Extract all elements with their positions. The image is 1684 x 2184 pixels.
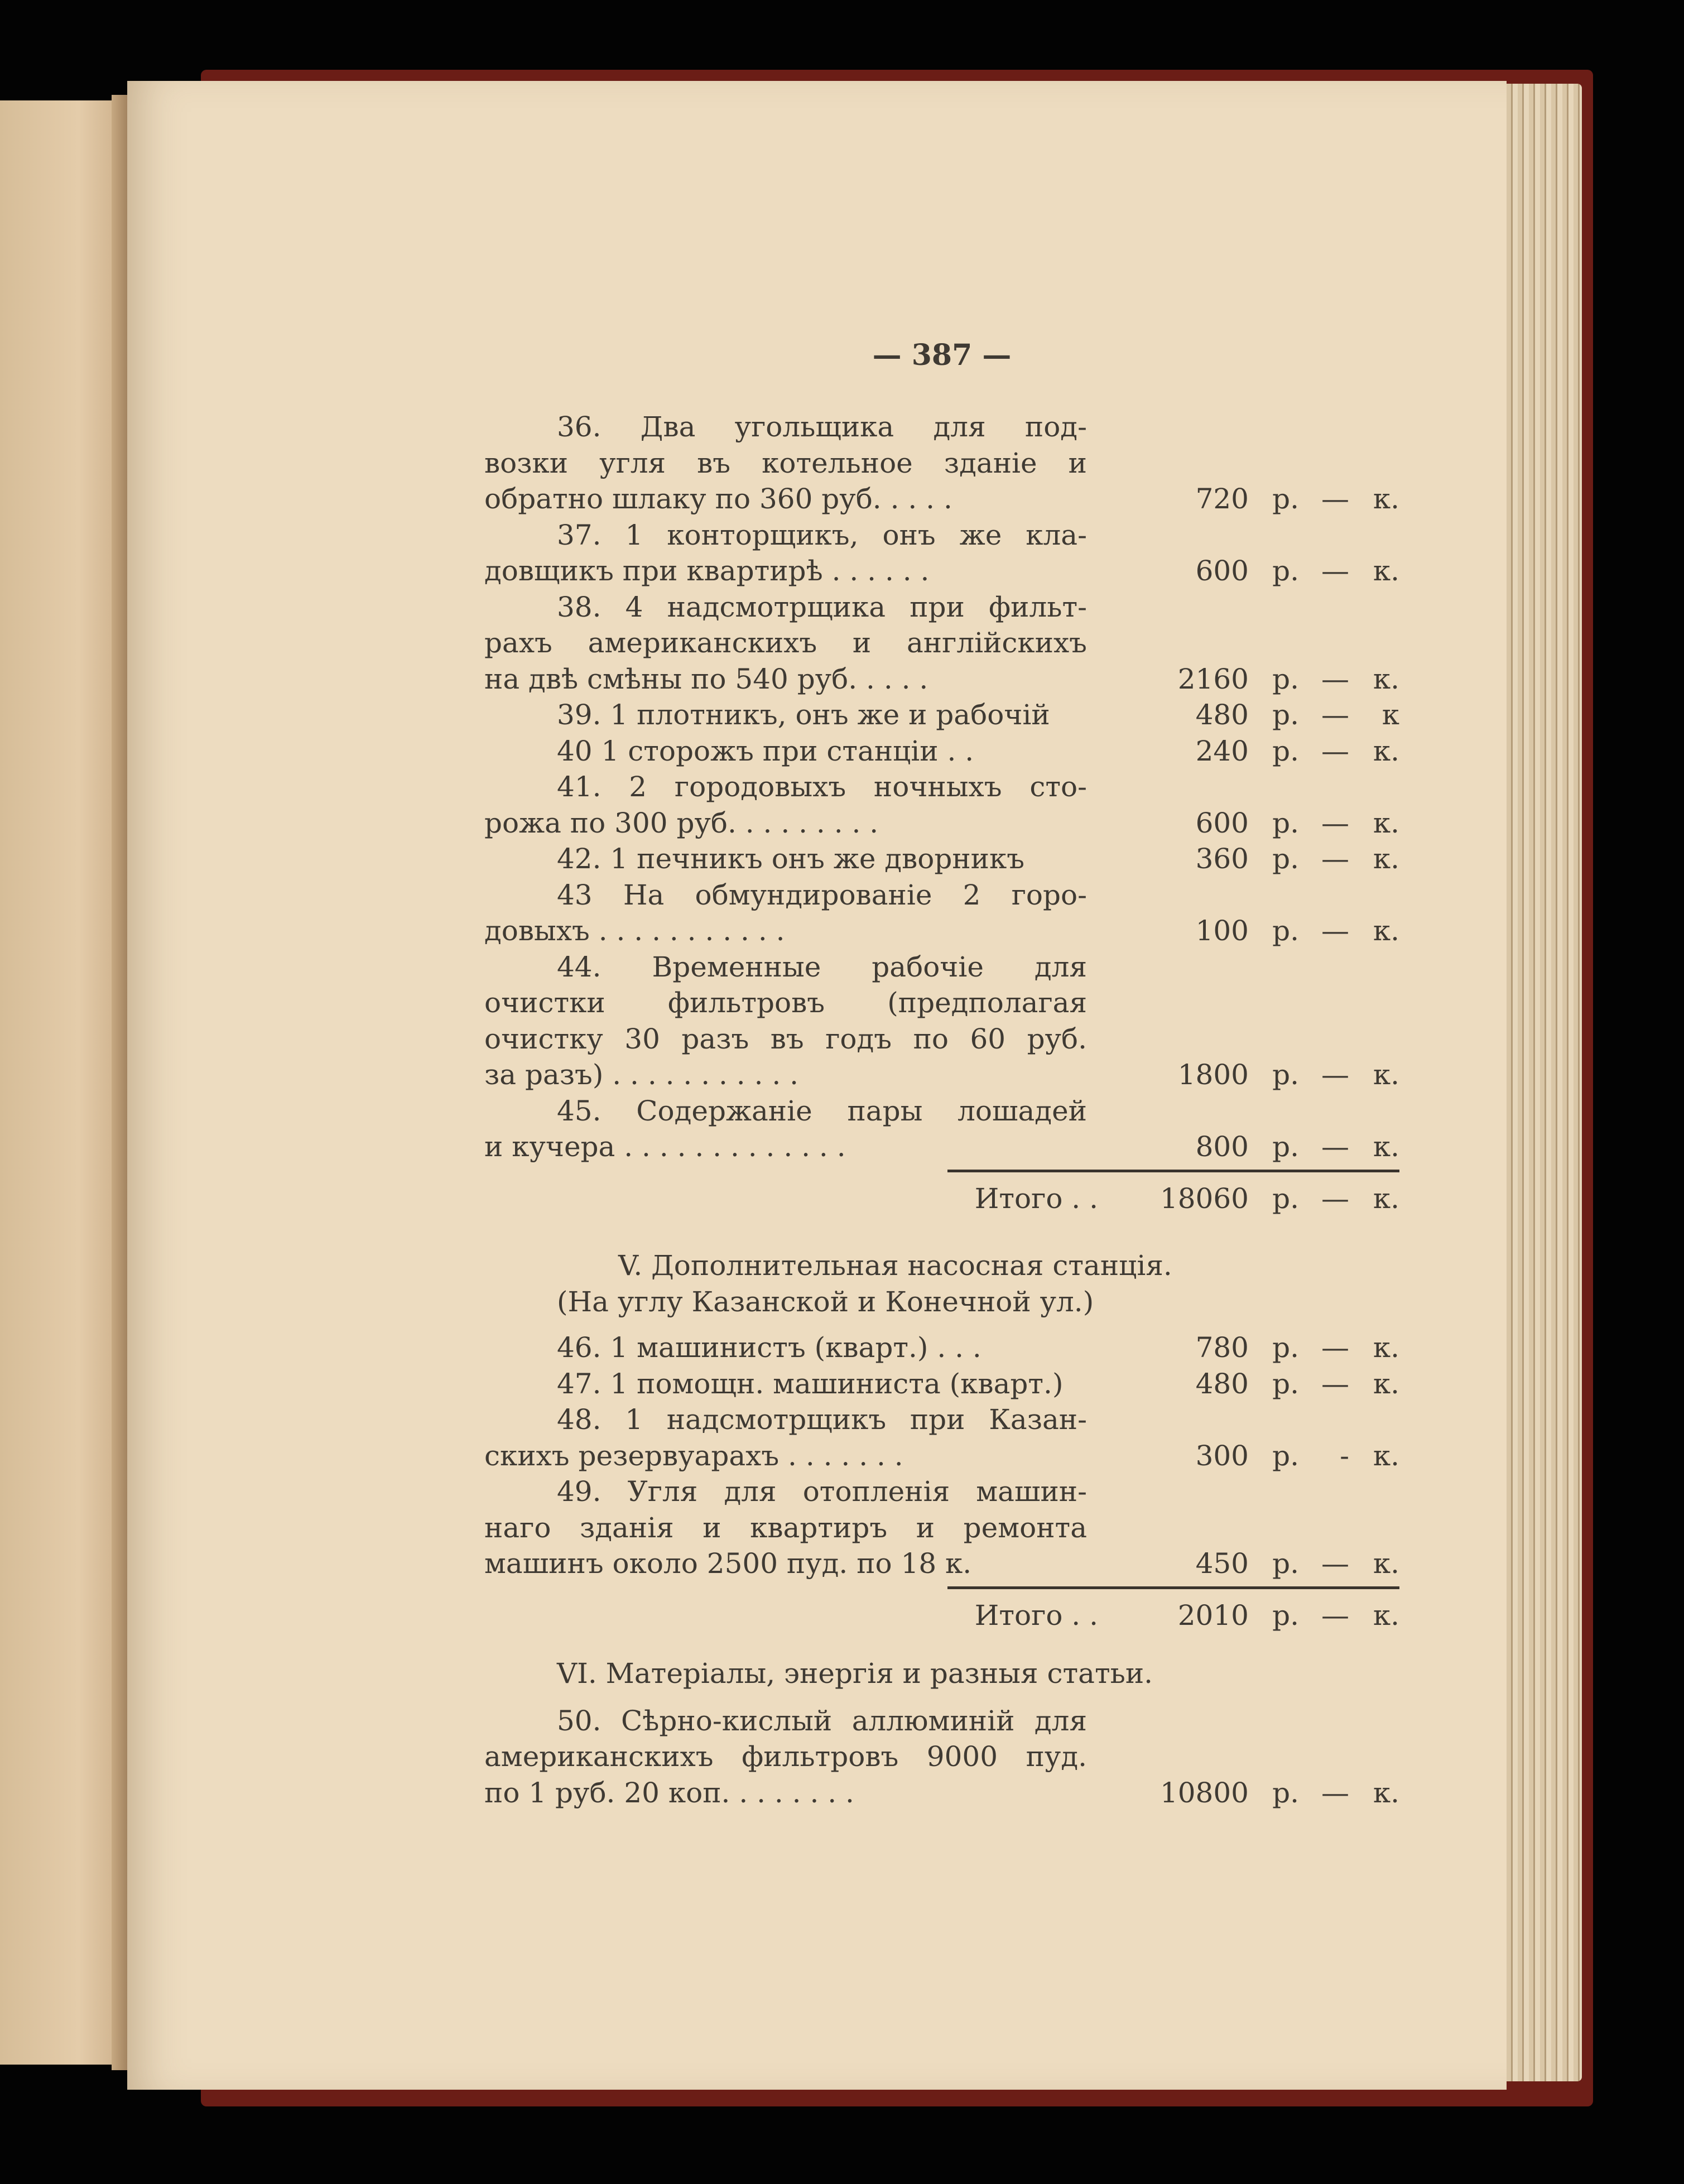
entry-text: 45. Содержаніе пары лошадей <box>557 1094 1087 1127</box>
rub-label: р. <box>1272 843 1299 875</box>
entry-text: 39. 1 плотникъ, онъ же и рабочій <box>557 699 1050 731</box>
kop-label: к. <box>1373 1182 1399 1215</box>
entry-line <box>484 661 1399 697</box>
kop-label: к. <box>1373 483 1399 515</box>
entry-line <box>484 481 1399 517</box>
entry-line <box>484 1057 1399 1093</box>
kop-label: к. <box>1373 734 1399 767</box>
entry-line <box>484 1366 1399 1402</box>
entry-line <box>484 949 1399 985</box>
kop-dash: — <box>1321 806 1349 839</box>
entry-line <box>484 1775 1399 1811</box>
entry-text: и кучера . . . . . . . . . . . . . <box>484 1131 846 1163</box>
entry-line <box>484 409 1399 445</box>
entry-text: 36. Два угольщика для под- <box>557 411 1087 443</box>
entry-line <box>484 625 1399 661</box>
rub-label: р. <box>1272 1131 1299 1163</box>
kop-dash: — <box>1321 1367 1349 1400</box>
entry-text: 50. Сѣрно-кислый аллюминій для <box>557 1704 1087 1737</box>
entry-text: 42. 1 печникъ онъ же дворникъ <box>557 843 1025 875</box>
kop-label: к. <box>1373 915 1399 947</box>
entry-item <box>484 877 1399 949</box>
entry-text: 38. 4 надсмотрщика при фильт- <box>557 590 1087 623</box>
entry-text: американскихъ фильтровъ 9000 пуд. <box>484 1740 1087 1773</box>
rub-label: р. <box>1272 1547 1299 1580</box>
total-row <box>484 1181 1399 1217</box>
entry-text: очистку 30 разъ въ годъ по 60 руб. <box>484 1022 1087 1055</box>
entry-line <box>484 1330 1399 1366</box>
entry-text: обратно шлаку по 360 руб. . . . . <box>484 483 952 515</box>
kop-label: к. <box>1373 1059 1399 1091</box>
entry-item <box>484 1474 1399 1582</box>
entry-line <box>484 877 1399 913</box>
entry-line <box>484 1546 1399 1582</box>
entry-item <box>484 589 1399 697</box>
rub-label: р. <box>1272 662 1299 695</box>
book-page <box>127 81 1507 2090</box>
kop-label: к. <box>1373 1599 1399 1632</box>
rub-label: р. <box>1272 555 1299 587</box>
entry-text: за разъ) . . . . . . . . . . . <box>484 1059 799 1091</box>
rub-label: р. <box>1272 1599 1299 1632</box>
amount-value: 450 <box>1195 1547 1249 1580</box>
total-label: Итого . . <box>974 1182 1098 1215</box>
entry-text: 43 На обмундированіе 2 горо- <box>557 878 1087 911</box>
kop-dash: — <box>1321 1331 1349 1364</box>
entry-item <box>484 769 1399 841</box>
kop-dash: — <box>1321 734 1349 767</box>
total-rule <box>947 1170 1399 1172</box>
entry-item <box>484 1703 1399 1811</box>
entry-text: довыхъ . . . . . . . . . . . <box>484 915 785 947</box>
kop-label: к. <box>1373 1776 1399 1809</box>
section-5-subtitle: (На углу Казанской и Конечной ул.) <box>557 1285 1094 1318</box>
entry-item <box>484 733 1399 769</box>
kop-dash: — <box>1321 662 1349 695</box>
entry-line <box>484 769 1399 805</box>
rub-label: р. <box>1272 1439 1299 1472</box>
kop-label: к. <box>1373 1331 1399 1364</box>
kop-label: к. <box>1373 806 1399 839</box>
entry-text: рахъ американскихъ и англійскихъ <box>484 627 1087 659</box>
amount-value: 360 <box>1195 843 1249 875</box>
kop-dash: — <box>1321 483 1349 515</box>
entry-text: 46. 1 машинистъ (кварт.) . . . <box>557 1331 981 1364</box>
entry-item <box>484 1366 1399 1402</box>
entry-line <box>484 805 1399 841</box>
kop-dash: — <box>1321 1547 1349 1580</box>
rub-label: р. <box>1272 806 1299 839</box>
entry-text: 44. Временные рабочіе для <box>557 950 1087 983</box>
rub-label: р. <box>1272 1182 1299 1215</box>
kop-label: к. <box>1373 555 1399 587</box>
section-6-title: VI. Матеріалы, энергія и разныя статьи. <box>557 1657 1153 1690</box>
amount-value: 300 <box>1195 1439 1249 1472</box>
entry-text: скихъ резервуарахъ . . . . . . . <box>484 1439 903 1472</box>
entry-line <box>484 1021 1399 1057</box>
entry-line <box>484 589 1399 626</box>
entry-text: довщикъ при квартирѣ . . . . . . <box>484 555 930 587</box>
entry-item <box>484 517 1399 589</box>
entry-item <box>484 1402 1399 1474</box>
entry-text: наго зданія и квартиръ и ремонта <box>484 1511 1087 1544</box>
entry-text: рожа по 300 руб. . . . . . . . . <box>484 806 879 839</box>
amount-value: 600 <box>1195 806 1249 839</box>
entry-item <box>484 1093 1399 1165</box>
entry-text: очистки фильтровъ (предполагая <box>484 987 1087 1019</box>
kop-dash: — <box>1321 1059 1349 1091</box>
rub-label: р. <box>1272 734 1299 767</box>
amount-value: 240 <box>1195 734 1249 767</box>
entry-item <box>484 1330 1399 1366</box>
kop-label: к. <box>1373 1367 1399 1400</box>
amount-value: 2160 <box>1177 662 1249 695</box>
kop-label: к. <box>1373 1547 1399 1580</box>
kop-label: к. <box>1373 1439 1399 1472</box>
kop-dash: — <box>1321 843 1349 875</box>
rub-label: р. <box>1272 1059 1299 1091</box>
total-row <box>484 1598 1399 1634</box>
entry-text: 37. 1 конторщикъ, онъ же кла- <box>557 518 1087 551</box>
entry-line <box>484 1129 1399 1165</box>
rub-label: р. <box>1272 1331 1299 1364</box>
entry-line <box>484 445 1399 482</box>
kop-label: к. <box>1373 843 1399 875</box>
rub-label: р. <box>1272 1776 1299 1809</box>
entry-item <box>484 697 1399 733</box>
kop-dash: — <box>1321 555 1349 587</box>
entry-line <box>484 1093 1399 1129</box>
entry-text: 47. 1 помощн. машиниста (кварт.) <box>557 1367 1064 1400</box>
rub-label: р. <box>1272 699 1299 731</box>
entry-line <box>484 1474 1399 1510</box>
amount-value: 18060 <box>1159 1182 1249 1215</box>
entry-line <box>484 1703 1399 1739</box>
amount-value: 1800 <box>1177 1059 1249 1091</box>
entry-item <box>484 409 1399 517</box>
entry-text: по 1 руб. 20 коп. . . . . . . . <box>484 1776 854 1809</box>
entry-line <box>484 733 1399 769</box>
amount-value: 600 <box>1195 555 1249 587</box>
total-label: Итого . . <box>974 1599 1098 1632</box>
entry-line <box>484 841 1399 877</box>
kop-dash: — <box>1321 915 1349 947</box>
entry-text: машинъ около 2500 пуд. по 18 к. <box>484 1547 972 1580</box>
entry-text: возки угля въ котельное зданіе и <box>484 446 1087 479</box>
entry-line <box>484 1739 1399 1775</box>
kop-dash: - <box>1340 1439 1349 1472</box>
entry-text: на двѣ смѣны по 540 руб. . . . . <box>484 662 928 695</box>
entry-line <box>484 553 1399 589</box>
entry-line <box>484 985 1399 1021</box>
entry-line <box>484 697 1399 733</box>
entry-line <box>484 913 1399 949</box>
entry-line <box>484 1510 1399 1546</box>
entry-line <box>484 517 1399 554</box>
kop-label: к <box>1382 699 1399 731</box>
kop-dash: — <box>1321 1182 1349 1215</box>
kop-label: к. <box>1373 662 1399 695</box>
rub-label: р. <box>1272 1367 1299 1400</box>
kop-dash: — <box>1321 1131 1349 1163</box>
entry-item <box>484 949 1399 1093</box>
entry-text: 41. 2 городовыхъ ночныхъ сто- <box>557 771 1087 803</box>
kop-dash: — <box>1321 1776 1349 1809</box>
entry-line <box>484 1402 1399 1438</box>
entry-item <box>484 841 1399 877</box>
entry-text: 48. 1 надсмотрщикъ при Казан- <box>557 1403 1087 1436</box>
amount-value: 2010 <box>1177 1599 1249 1632</box>
amount-value: 480 <box>1195 1367 1249 1400</box>
total-rule <box>947 1586 1399 1589</box>
amount-value: 780 <box>1195 1331 1249 1364</box>
amount-value: 480 <box>1195 699 1249 731</box>
kop-dash: — <box>1321 699 1349 731</box>
section-5-title: V. Дополнительная насосная станція. <box>618 1249 1172 1282</box>
amount-value: 10800 <box>1159 1776 1249 1809</box>
page-number: — 387 — <box>872 338 1012 372</box>
kop-dash: — <box>1321 1599 1349 1632</box>
amount-value: 720 <box>1195 483 1249 515</box>
amount-value: 800 <box>1195 1131 1249 1163</box>
amount-value: 100 <box>1195 915 1249 947</box>
entry-line <box>484 1438 1399 1474</box>
entry-text: 40 1 сторожъ при станціи . . <box>557 734 974 767</box>
rub-label: р. <box>1272 915 1299 947</box>
kop-label: к. <box>1373 1131 1399 1163</box>
rub-label: р. <box>1272 483 1299 515</box>
entry-text: 49. Угля для отопленія машин- <box>557 1475 1087 1508</box>
